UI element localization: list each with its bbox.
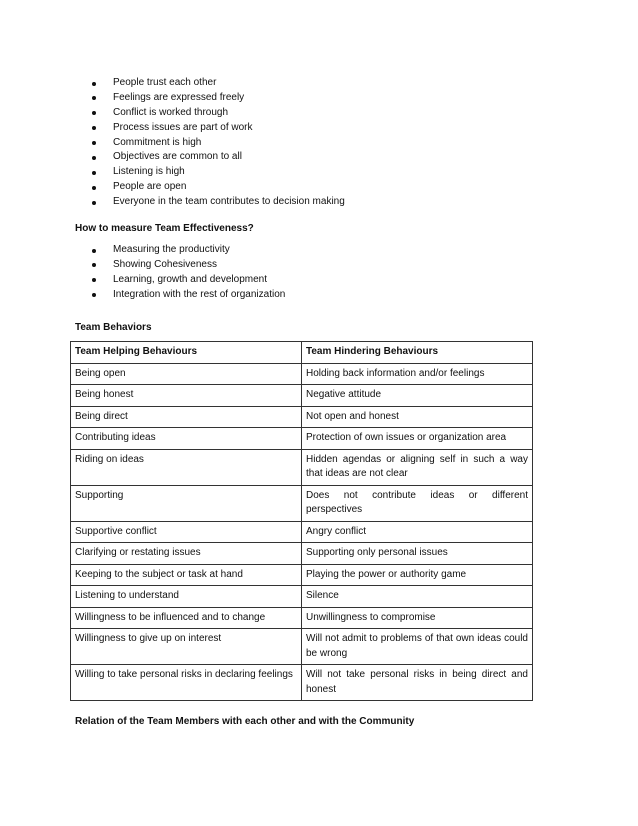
table-row bbox=[71, 363, 533, 385]
list-item: Learning, growth and development bbox=[92, 273, 285, 288]
table-cell: Angry conflict bbox=[302, 521, 533, 543]
table-cell: Listening to understand bbox=[71, 586, 302, 608]
list-item: Feelings are expressed freely bbox=[92, 91, 345, 106]
table-cell: Unwillingness to compromise bbox=[302, 607, 533, 629]
table-row bbox=[71, 428, 533, 450]
list-item: Showing Cohesiveness bbox=[92, 258, 285, 273]
relation-heading: Relation of the Team Members with each other and with the Community bbox=[75, 716, 415, 727]
table-cell: Holding back information and/or feelings bbox=[302, 363, 533, 385]
table-cell: Negative attitude bbox=[302, 385, 533, 407]
table-cell: Contributing ideas bbox=[71, 428, 302, 450]
table-cell: Willingness to give up on interest bbox=[71, 629, 302, 665]
table-header-row bbox=[71, 342, 533, 364]
table-row bbox=[71, 485, 533, 521]
measure-list bbox=[92, 243, 285, 303]
bullet-icon bbox=[92, 96, 96, 100]
table-row bbox=[71, 521, 533, 543]
table-row bbox=[71, 564, 533, 586]
table-cell: Protection of own issues or organization area bbox=[302, 428, 533, 450]
table-row bbox=[71, 385, 533, 407]
table-cell: Keeping to the subject or task at hand bbox=[71, 564, 302, 586]
bullet-icon bbox=[92, 126, 96, 130]
column-header: Team Helping Behaviours bbox=[71, 342, 302, 364]
table-cell: Does not contribute ideas or different perspectives bbox=[302, 485, 533, 521]
table-row bbox=[71, 607, 533, 629]
list-item: People are open bbox=[92, 180, 345, 195]
table-row bbox=[71, 449, 533, 485]
list-item: Measuring the productivity bbox=[92, 243, 285, 258]
table-cell: Willingness to be influenced and to change bbox=[71, 607, 302, 629]
list-item: Integration with the rest of organization bbox=[92, 288, 285, 303]
table-row bbox=[71, 586, 533, 608]
table-cell: Playing the power or authority game bbox=[302, 564, 533, 586]
table-cell: Supporting bbox=[71, 485, 302, 521]
list-item: Commitment is high bbox=[92, 136, 345, 151]
table-row bbox=[71, 543, 533, 565]
list-item: People trust each other bbox=[92, 76, 345, 91]
bullet-icon bbox=[92, 263, 96, 267]
bullet-icon bbox=[92, 293, 96, 297]
bullet-icon bbox=[92, 156, 96, 160]
bullet-icon bbox=[92, 201, 96, 205]
list-item: Conflict is worked through bbox=[92, 106, 345, 121]
list-item: Process issues are part of work bbox=[92, 121, 345, 136]
table-cell: Hidden agendas or aligning self in such a way that ideas are not clear bbox=[302, 449, 533, 485]
measure-heading: How to measure Team Effectiveness? bbox=[75, 223, 254, 234]
table-row bbox=[71, 665, 533, 701]
list-item: Everyone in the team contributes to decision making bbox=[92, 195, 345, 210]
table-cell: Willing to take personal risks in declaring feelings bbox=[71, 665, 302, 701]
bullet-icon bbox=[92, 186, 96, 190]
list-item: Listening is high bbox=[92, 165, 345, 180]
bullet-icon bbox=[92, 82, 96, 86]
behaviors-table bbox=[70, 341, 533, 701]
table-cell: Will not take personal risks in being direct and honest bbox=[302, 665, 533, 701]
bullet-icon bbox=[92, 141, 96, 145]
bullet-icon bbox=[92, 111, 96, 115]
table-cell: Will not admit to problems of that own ideas could be wrong bbox=[302, 629, 533, 665]
column-header: Team Hindering Behaviours bbox=[302, 342, 533, 364]
table-cell: Supporting only personal issues bbox=[302, 543, 533, 565]
table-cell: Silence bbox=[302, 586, 533, 608]
table-cell: Not open and honest bbox=[302, 406, 533, 428]
table-row bbox=[71, 629, 533, 665]
table-cell: Supportive conflict bbox=[71, 521, 302, 543]
bullet-icon bbox=[92, 278, 96, 282]
table-cell: Being open bbox=[71, 363, 302, 385]
list-item: Objectives are common to all bbox=[92, 150, 345, 165]
bullet-icon bbox=[92, 249, 96, 253]
table-cell: Being honest bbox=[71, 385, 302, 407]
table-cell: Riding on ideas bbox=[71, 449, 302, 485]
team-effectiveness-list bbox=[92, 76, 345, 210]
table-row bbox=[71, 406, 533, 428]
bullet-icon bbox=[92, 171, 96, 175]
table-cell: Clarifying or restating issues bbox=[71, 543, 302, 565]
table-cell: Being direct bbox=[71, 406, 302, 428]
behaviors-heading: Team Behaviors bbox=[75, 322, 152, 333]
